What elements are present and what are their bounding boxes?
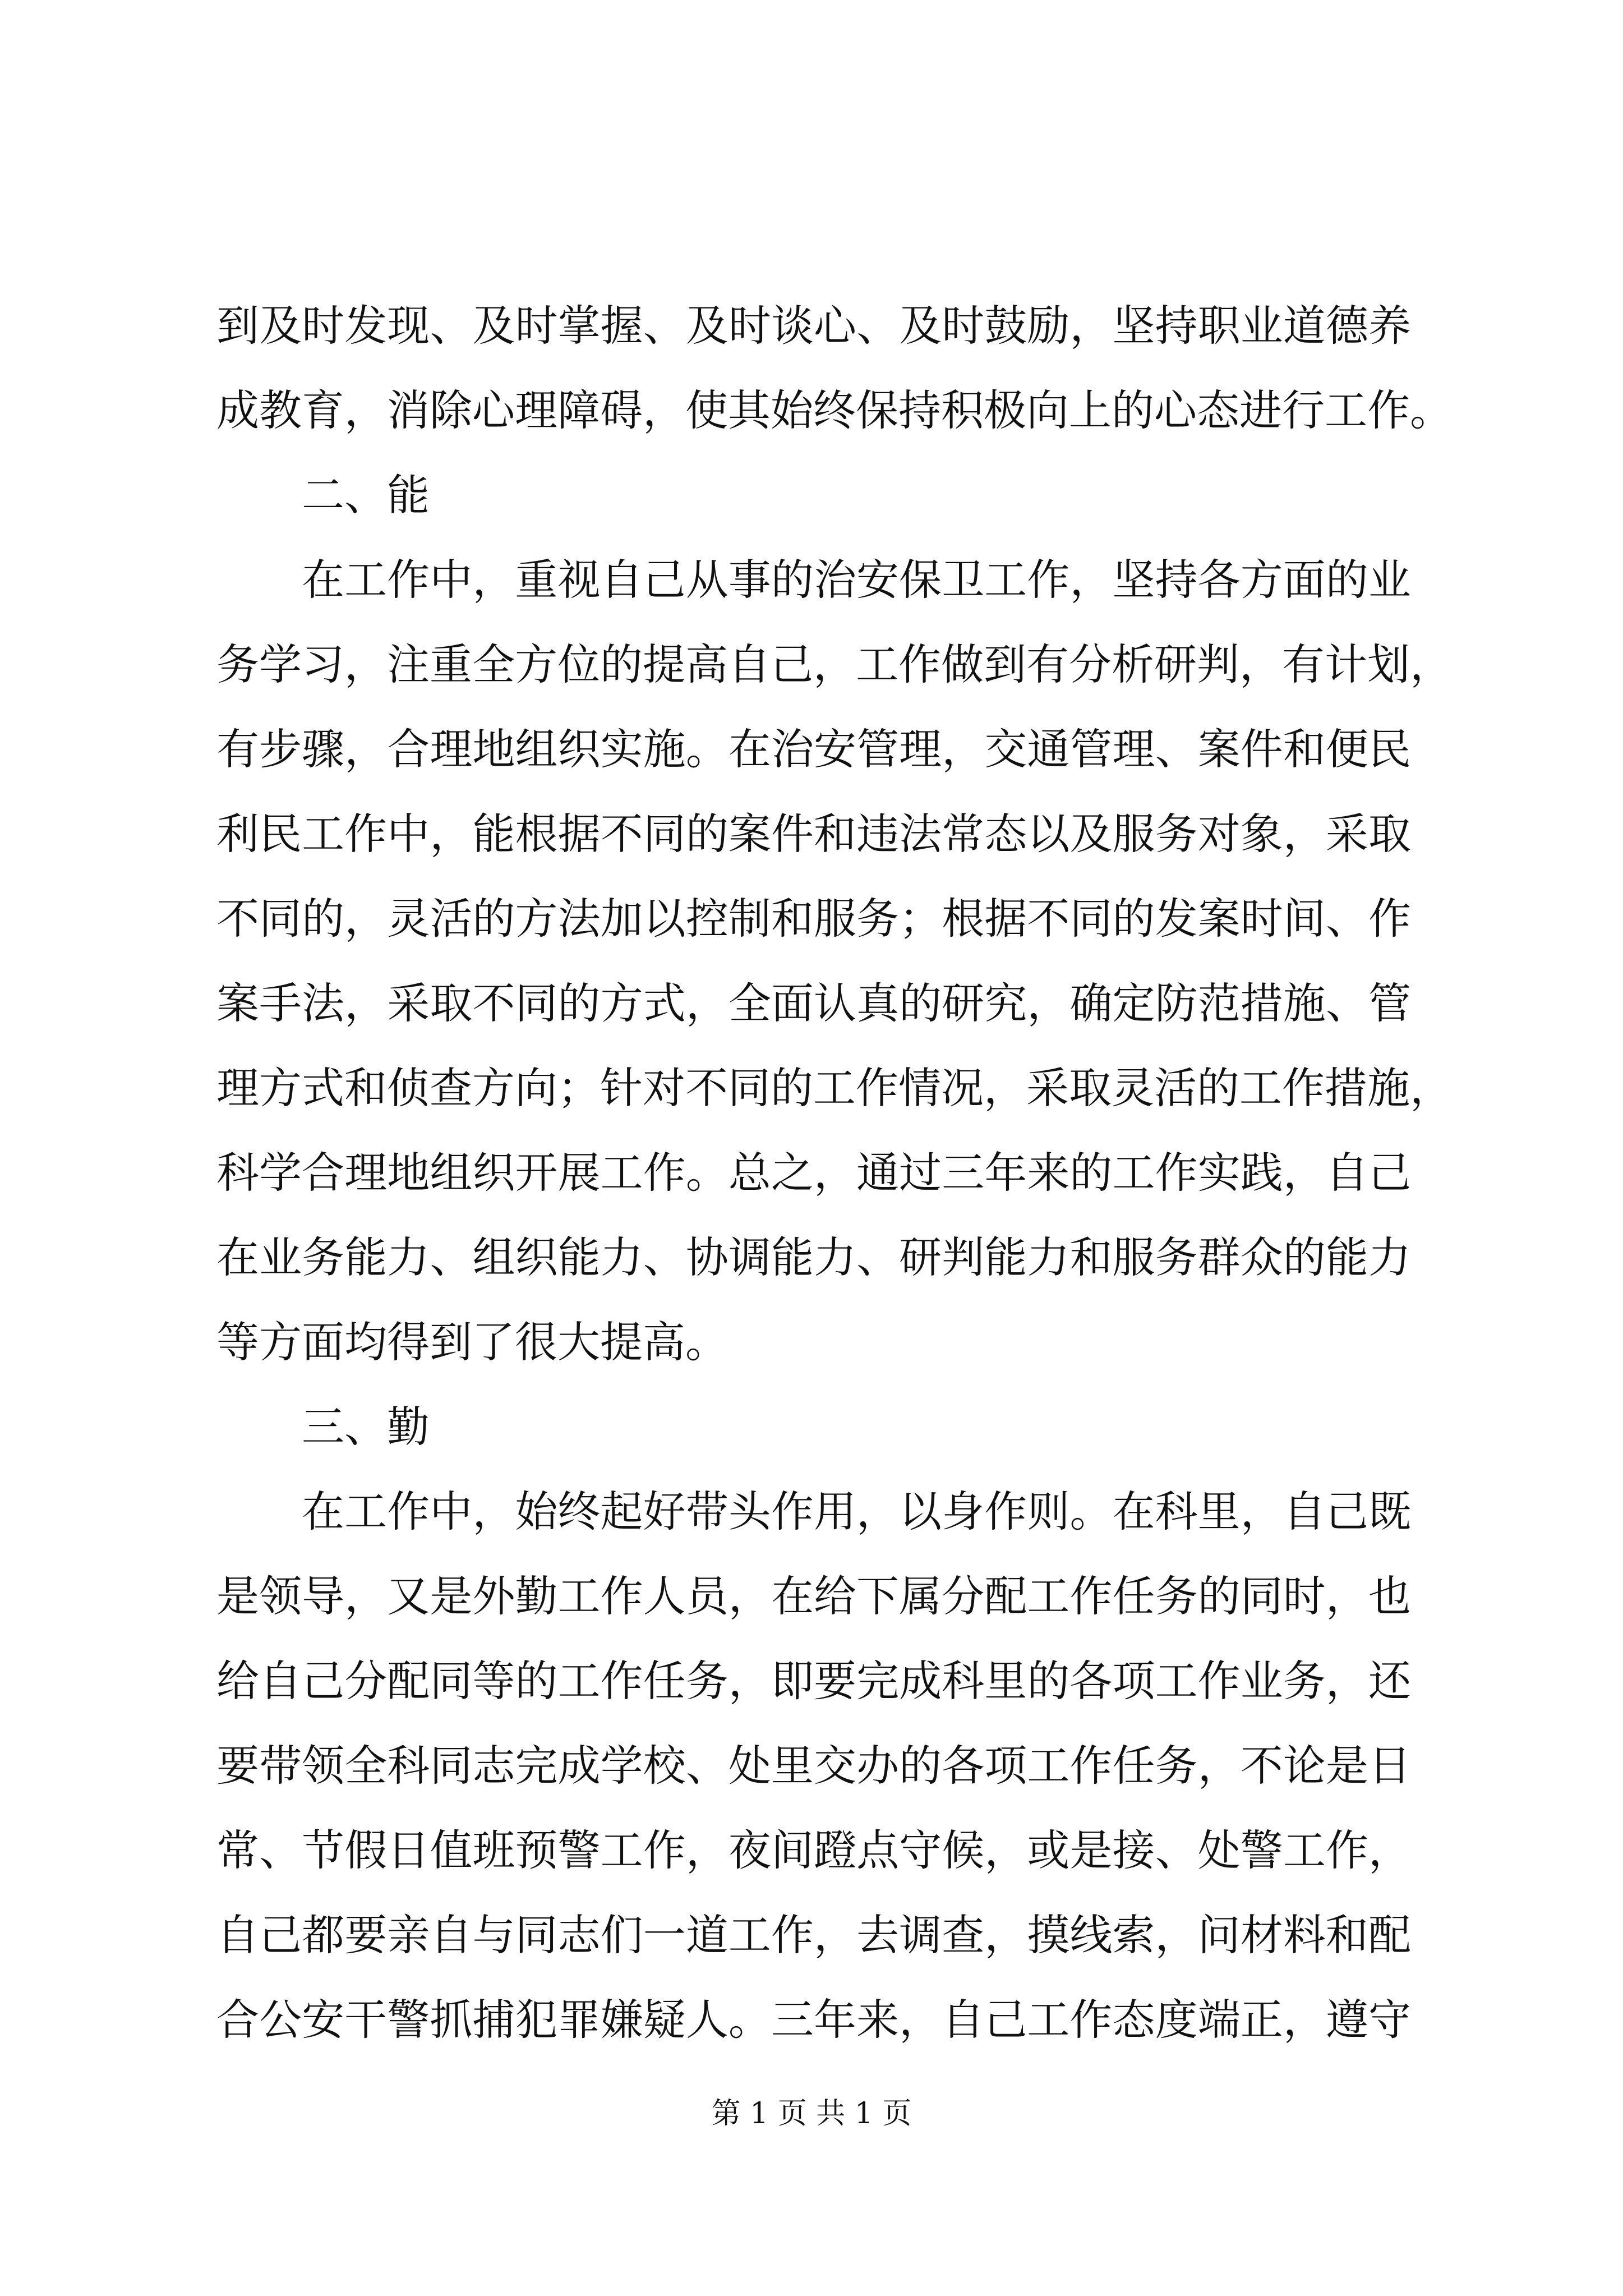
paragraph-line: 等方面均得到了很大提高。 [216,1317,728,1367]
paragraph-line: 成教育，消除心理障碍，使其始终保持积极向上的心态进行工作。 [216,385,1453,435]
paragraph-line: 常、节假日值班预警工作，夜间蹬点守候，或是接、处警工作， [216,1825,1411,1875]
paragraph-line: 利民工作中，能根据不同的案件和违法常态以及服务对象，采取 [216,809,1411,859]
paragraph-line: 合公安干警抓捕犯罪嫌疑人。三年来，自己工作态度端正，遵守 [216,1995,1411,2045]
paragraph-line: 到及时发现、及时掌握、及时谈心、及时鼓励，坚持职业道德养 [216,301,1411,351]
document-body [216,283,1453,2062]
paragraph-line: 是领导，又是外勤工作人员，在给下属分配工作任务的同时，也 [216,1571,1411,1621]
paragraph-line: 不同的，灵活的方法加以控制和服务；根据不同的发案时间、作 [216,894,1411,944]
paragraph-line: 在工作中，重视自己从事的治安保卫工作，坚持各方面的业 [302,555,1411,605]
paragraph-line: 案手法，采取不同的方式，全面认真的研究，确定防范措施、管 [216,978,1411,1028]
section-heading: 二、能 [302,470,430,520]
paragraph-line: 理方式和侦查方向；针对不同的工作情况，采取灵活的工作措施， [216,1063,1453,1113]
paragraph-line: 自己都要亲自与同志们一道工作，去调查，摸线索，问材料和配 [216,1910,1411,1960]
paragraph-line: 科学合理地组织开展工作。总之，通过三年来的工作实践，自己 [216,1148,1411,1198]
section-heading: 三、勤 [302,1402,430,1452]
paragraph-line: 给自己分配同等的工作任务，即要完成科里的各项工作业务，还 [216,1656,1411,1706]
paragraph-line: 在业务能力、组织能力、协调能力、研判能力和服务群众的能力 [216,1232,1411,1282]
paragraph-line: 有步骤，合理地组织实施。在治安管理，交通管理、案件和便民 [216,724,1411,774]
page-footer: 第 1 页 共 1 页 [711,2097,912,2131]
paragraph-line: 要带领全科同志完成学校、处里交办的各项工作任务，不论是日 [216,1741,1411,1791]
paragraph-line: 务学习，注重全方位的提高自己，工作做到有分析研判，有计划， [216,639,1453,689]
paragraph-line: 在工作中，始终起好带头作用，以身作则。在科里，自己既 [302,1487,1411,1536]
